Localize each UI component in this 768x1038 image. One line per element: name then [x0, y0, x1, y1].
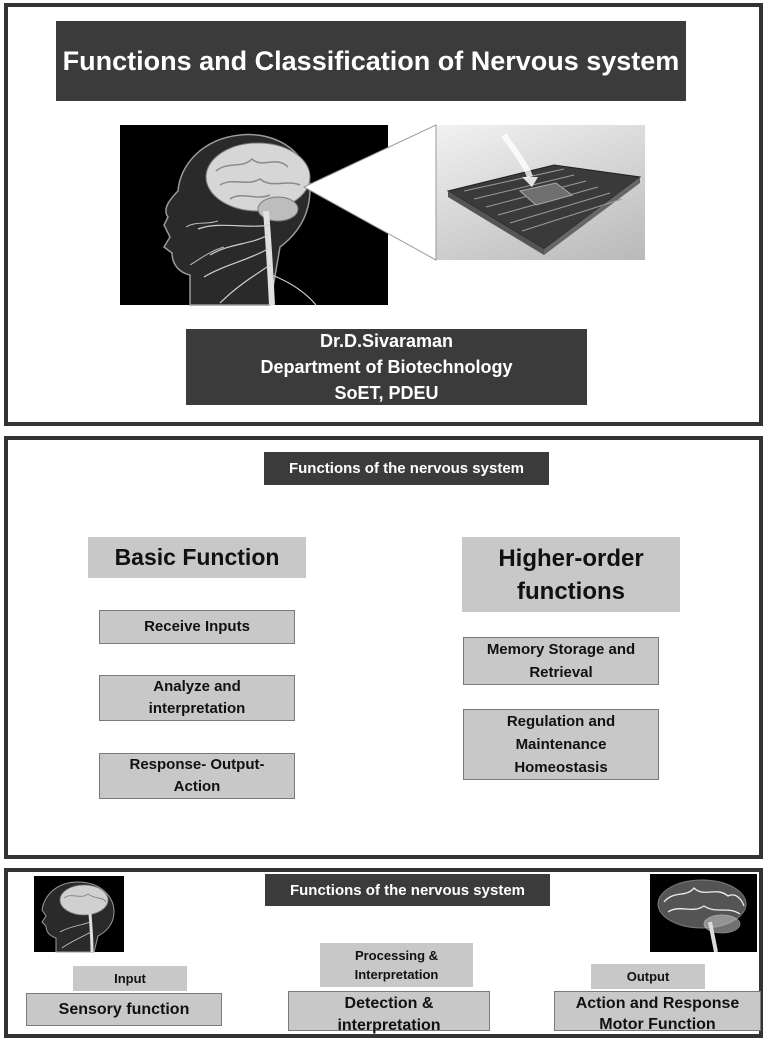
item-line: interpretation — [148, 700, 246, 717]
item-line: Retrieval — [529, 664, 593, 681]
item-line: Receive Inputs — [144, 618, 250, 635]
processing-label-line: Interpretation — [354, 967, 439, 982]
heading-text: Functions of the nervous system — [288, 460, 525, 477]
item-line: Action — [173, 778, 221, 795]
detection-interpretation-box — [288, 991, 490, 1034]
heading-text: Functions of the nervous system — [289, 881, 526, 899]
action-line: Action and Response — [575, 995, 740, 1012]
action-response-box — [554, 991, 761, 1031]
slide-heading — [264, 452, 549, 485]
item-line: Homeostasis — [514, 759, 608, 776]
zoom-triangle — [304, 125, 436, 260]
slide-title — [4, 3, 763, 426]
cpu-chip-image — [434, 125, 645, 260]
slide-title-heading — [56, 21, 686, 101]
processing-label — [320, 943, 473, 987]
brain-illustration — [650, 874, 757, 952]
input-label-text: Input — [114, 971, 146, 986]
basic-function-item — [99, 610, 295, 644]
item-line: Memory Storage and — [486, 641, 636, 658]
title-text: Functions and Classification of Nervous system — [62, 45, 680, 76]
detection-line: Detection & — [344, 995, 434, 1012]
basic-function-heading — [88, 537, 306, 578]
higher-heading-line: functions — [517, 577, 625, 605]
item-line: Response- Output- — [129, 756, 265, 773]
slide-heading — [265, 874, 550, 906]
author-department: Department of Biotechnology — [260, 357, 513, 377]
higher-order-item — [463, 709, 659, 780]
chip-illustration — [434, 125, 645, 260]
basic-function-item — [99, 675, 295, 721]
author-info-box — [186, 329, 587, 405]
higher-order-item — [463, 637, 659, 685]
higher-heading-line: Higher-order — [498, 544, 644, 572]
sensory-function-box — [26, 993, 222, 1026]
sensory-function-text: Sensory function — [58, 1000, 190, 1018]
item-line: Analyze and — [153, 678, 241, 695]
action-line: Motor Function — [599, 1016, 716, 1033]
author-institution: SoET, PDEU — [334, 383, 439, 403]
slide-functions — [4, 436, 763, 859]
author-name: Dr.D.Sivaraman — [319, 331, 454, 351]
higher-order-heading — [462, 537, 680, 612]
item-line: Regulation and — [506, 713, 616, 730]
human-head-image — [34, 876, 124, 952]
brain-image — [650, 874, 757, 952]
item-line: Maintenance — [515, 736, 607, 753]
basic-heading-text: Basic Function — [114, 544, 280, 570]
output-label — [591, 964, 705, 989]
output-label-text: Output — [626, 969, 670, 984]
basic-function-item — [99, 753, 295, 799]
mini-head-illustration — [34, 876, 124, 952]
input-label — [73, 966, 187, 991]
processing-label-line: Processing & — [354, 948, 439, 963]
detection-line: interpretation — [337, 1017, 441, 1034]
slide-functions-flow — [4, 868, 763, 1038]
